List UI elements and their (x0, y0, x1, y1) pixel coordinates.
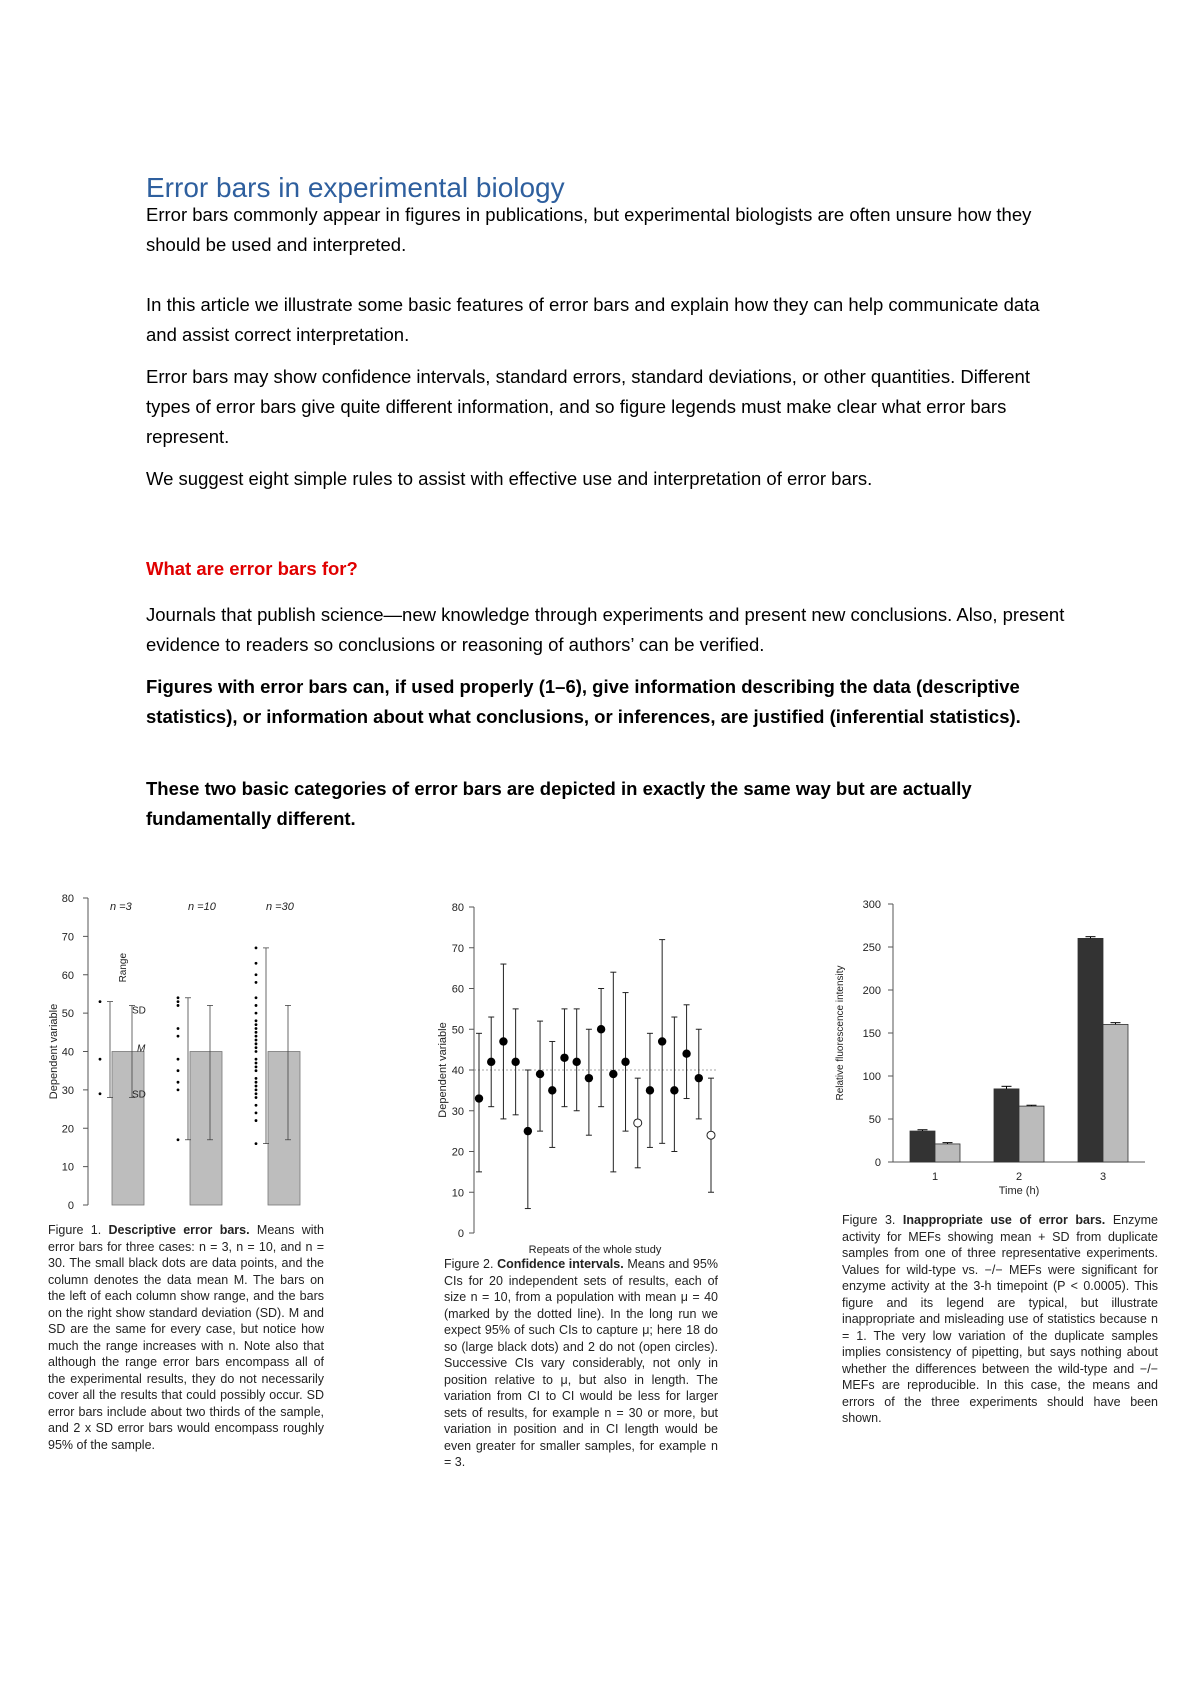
data-point (177, 1138, 180, 1141)
mean-dot (621, 1058, 629, 1066)
y-tick-label: 40 (451, 1065, 464, 1077)
y-tick-label: 50 (61, 1008, 74, 1021)
mean-dot (682, 1050, 690, 1058)
mean-dot (511, 1058, 519, 1066)
category-label: n =3 (110, 901, 132, 913)
y-tick-label: 10 (61, 1161, 74, 1174)
mean-dot (585, 1074, 593, 1082)
mean-annotation: M (137, 1043, 146, 1055)
y-tick-label: 40 (61, 1046, 74, 1059)
y-tick-label: 10 (451, 1187, 464, 1200)
figure-1-caption (48, 1222, 324, 1453)
mean-dot (548, 1086, 556, 1094)
figure-2-caption-title: Confidence intervals. (497, 1257, 624, 1271)
x-axis-label: Time (h) (998, 1185, 1040, 1197)
intro-paragraph-3: Error bars may show confidence intervals, standard errors, standard deviations, or other quantities. Different types of error bars give quite different information, and so figure legends must make clear what error bars represent. (146, 366, 1030, 447)
figure-1-chart (40, 880, 340, 1215)
article-title: Error bars in experimental biology (146, 172, 565, 203)
bar-knockout (1019, 1106, 1044, 1162)
y-tick-label: 80 (451, 902, 464, 914)
x-tick-label: 3 (1099, 1171, 1107, 1183)
mean-open-circle (634, 1119, 642, 1127)
data-point (255, 996, 258, 999)
figure-3-caption-title: Inappropriate use of error bars. (902, 1213, 1106, 1227)
data-point (255, 1058, 258, 1061)
y-tick-label: 300 (862, 899, 881, 911)
data-point (255, 1081, 258, 1084)
y-tick-label: 100 (862, 1071, 881, 1083)
intro-paragraph-2: In this article we illustrate some basic features of error bars and explain how they can help communicate data and assist correct interpretation. (146, 294, 1040, 345)
y-tick-label: 30 (61, 1084, 74, 1097)
sd-annotation: SD (132, 1089, 146, 1101)
data-point (99, 1000, 102, 1003)
data-point (255, 1062, 258, 1065)
category-label: n =10 (188, 901, 216, 913)
data-point (255, 973, 258, 976)
figure-2-chart (430, 893, 720, 1263)
bar-knockout (935, 1144, 960, 1162)
mean-dot (536, 1070, 544, 1078)
data-point (255, 1042, 258, 1045)
mean-dot (670, 1086, 678, 1094)
data-point (255, 1088, 258, 1091)
figure-2-caption-label: Figure 2. (444, 1257, 494, 1271)
mean-dot (524, 1127, 532, 1135)
y-axis-label: Dependent variable (48, 1003, 60, 1100)
mean-dot (487, 1058, 495, 1066)
data-point (255, 1035, 258, 1038)
data-point (177, 1004, 180, 1007)
mean-bar (112, 1052, 144, 1206)
figure-1-caption-label: Figure 1. (48, 1223, 102, 1237)
data-point (255, 1050, 258, 1053)
category-label: n =30 (266, 901, 294, 913)
figure-3-caption (842, 1212, 1158, 1427)
y-tick-label: 50 (451, 1024, 464, 1037)
data-point (255, 1119, 258, 1122)
y-tick-label: 200 (862, 985, 881, 997)
data-point (177, 1088, 180, 1091)
y-tick-label: 60 (451, 983, 464, 996)
section-paragraph-2: Figures with error bars can, if used properly (1–6), give information describing the data (descriptive statistics), or information about what conclusions, or inferences, are justified (inferential statistics). (146, 676, 1021, 727)
data-point (255, 1085, 258, 1088)
figure-3-caption-label: Figure 3. (842, 1213, 896, 1227)
mean-dot (597, 1025, 605, 1033)
y-axis-label: Dependent variable (437, 1022, 449, 1118)
section-paragraph-1: Journals that publish science—new knowledge through experiments and present new conclusions. Also, present evidence to readers so conclusions or reasoning of authors’ can be verified. (146, 604, 1065, 655)
bar-wild-type (994, 1089, 1019, 1162)
data-point (255, 1039, 258, 1042)
mean-dot (646, 1086, 654, 1094)
figure-3-caption-text: Enzyme activity for MEFs showing mean + SD from duplicate samples from one of three representative experiments. Values for wild-type vs. −/− MEFs were significant for enzyme activity at the 3-h timepoint (P < 0.0005). This figure and its legend are typical, but illustrate inappropriate and misleading use of statistics because n = 1. The very low variation of the duplicate samples implies consistency of pipetting, but says nothing about whether the differences between the wild-type and −/− MEFs are reproducible. In this case, the means and errors of the three experiments should have been shown. (842, 1213, 1158, 1425)
data-point (255, 1069, 258, 1072)
data-point (255, 1012, 258, 1015)
mean-dot (609, 1070, 617, 1078)
data-point (177, 996, 180, 999)
y-tick-label: 0 (457, 1228, 464, 1240)
y-tick-label: 20 (451, 1146, 464, 1159)
data-point (255, 1027, 258, 1030)
data-point (255, 1112, 258, 1115)
x-tick-label: 1 (931, 1171, 939, 1183)
data-point (255, 946, 258, 949)
mean-bar (268, 1052, 300, 1206)
y-tick-label: 70 (451, 942, 464, 955)
data-point (255, 981, 258, 984)
y-axis-label: Relative fluorescence intensity (835, 965, 846, 1101)
data-point (177, 1027, 180, 1030)
mean-open-circle (707, 1131, 715, 1139)
y-tick-label: 30 (451, 1105, 464, 1118)
data-point (177, 1000, 180, 1003)
mean-dot (560, 1054, 568, 1062)
mean-dot (475, 1094, 483, 1102)
mean-dot (658, 1037, 666, 1045)
section-paragraph-3: These two basic categories of error bars are depicted in exactly the same way but are actually fundamentally different. (146, 778, 972, 829)
mean-dot (499, 1037, 507, 1045)
data-point (255, 1019, 258, 1022)
intro-paragraph-4: We suggest eight simple rules to assist with effective use and interpretation of error bars. (146, 468, 873, 489)
bar-wild-type (1078, 938, 1103, 1162)
mean-bar (190, 1052, 222, 1206)
y-tick-label: 150 (862, 1028, 881, 1040)
range-annotation: Range (118, 952, 129, 983)
y-tick-label: 0 (67, 1200, 74, 1212)
figure-1-caption-text: Means with error bars for three cases: n = 3, n = 10, and n = 30. The small black dots are data points, and the column denotes the data mean M. The bars on the left of each column show range, and the bars on the right show standard deviation (SD). M and SD are the same for every case, but notice how much the range increases with n. Note also that although the range error bars encompass all of the experimental results, they do not necessarily cover all the results that could possibly occur. SD error bars include about two thirds of the sample, and 2 x SD error bars would encompass roughly 95% of the sample. (48, 1223, 324, 1452)
bar-knockout (1103, 1024, 1128, 1162)
figure-2-caption (444, 1256, 718, 1471)
y-tick-label: 80 (61, 893, 74, 905)
y-tick-label: 0 (874, 1157, 881, 1169)
data-point (255, 1046, 258, 1049)
y-tick-label: 60 (61, 969, 74, 982)
data-point (255, 1104, 258, 1107)
data-point (255, 1031, 258, 1034)
data-point (255, 1023, 258, 1026)
data-point (99, 1092, 102, 1095)
x-axis-label: Repeats of the whole study (528, 1244, 662, 1256)
bar-wild-type (910, 1131, 935, 1162)
sd-annotation: SD (132, 1005, 146, 1017)
data-point (255, 1142, 258, 1145)
section-heading: What are error bars for? (146, 558, 358, 579)
mean-dot (572, 1058, 580, 1066)
figure-1-caption-title: Descriptive error bars. (108, 1223, 250, 1237)
y-tick-label: 20 (61, 1123, 74, 1136)
data-point (177, 1081, 180, 1084)
data-point (177, 1069, 180, 1072)
y-tick-label: 70 (61, 931, 74, 944)
figure-2-caption-text: Means and 95% CIs for 20 independent sets of results, each of size n = 10, from a population with mean μ = 40 (marked by the dotted line). In the long run we expect 95% of such CIs to capture μ; here 18 do so (large black dots) and 2 do not (open circles). Successive CIs vary considerably, not only in position relative to μ, but also in length. The variation from CI to CI would be less for larger sets of results, for example n = 30 or more, but variation in position and in CI length would be even greater for smaller samples, for example n = 3. (444, 1257, 718, 1469)
y-tick-label: 250 (862, 942, 881, 954)
data-point (255, 1077, 258, 1080)
data-point (255, 1092, 258, 1095)
x-tick-label: 2 (1015, 1171, 1023, 1183)
y-tick-label: 50 (868, 1114, 881, 1126)
data-point (177, 1035, 180, 1038)
data-point (255, 1096, 258, 1099)
data-point (255, 1065, 258, 1068)
data-point (99, 1058, 102, 1061)
intro-paragraph-1: Error bars commonly appear in figures in publications, but experimental biologists are often unsure how they should be used and interpreted. (146, 204, 1032, 255)
figure-3-chart (825, 890, 1155, 1200)
data-point (177, 1058, 180, 1061)
data-point (255, 962, 258, 965)
data-point (255, 1004, 258, 1007)
mean-dot (695, 1074, 703, 1082)
